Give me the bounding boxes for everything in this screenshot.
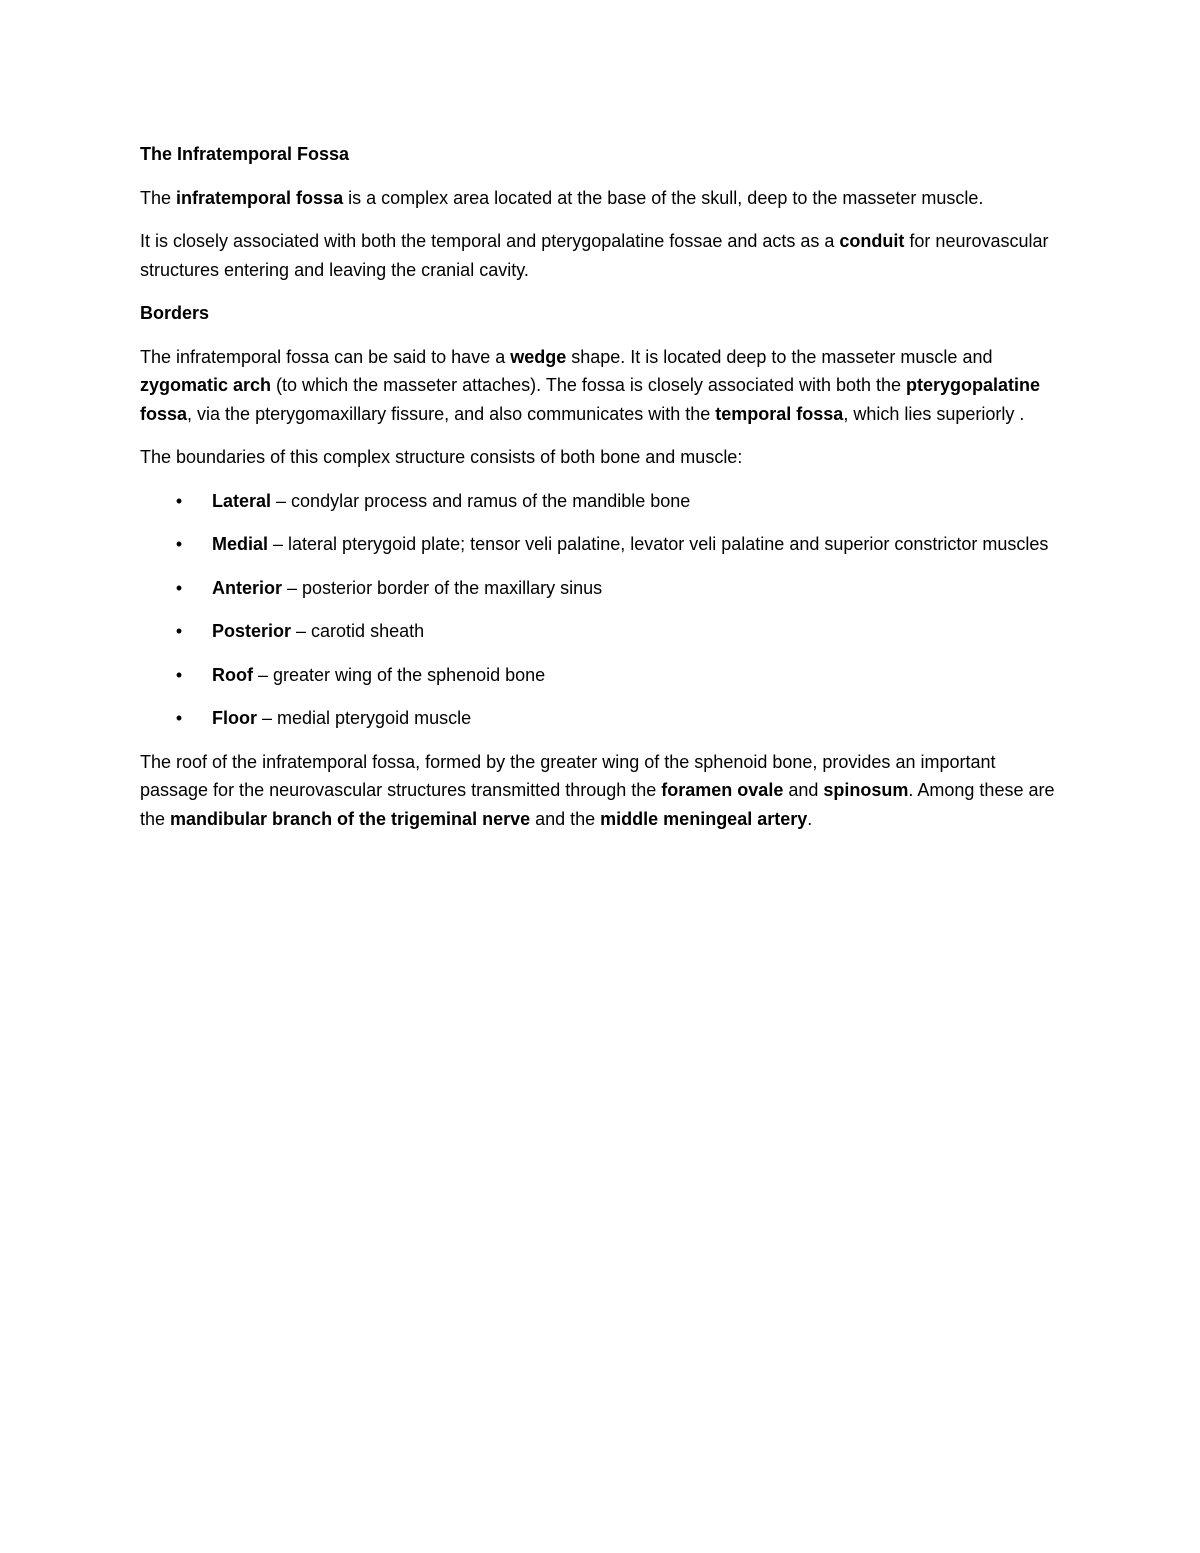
boundary-text: – lateral pterygoid plate; tensor veli palatine, levator veli palatine and superior constrictor muscles: [268, 534, 1049, 554]
text-run: It is closely associated with both the temporal and pterygopalatine fossae and acts as a: [140, 231, 840, 251]
text-run: The infratemporal fossa can be said to have a: [140, 346, 511, 367]
list-item: [140, 661, 1060, 690]
boundary-label: Floor: [212, 708, 257, 728]
roof-paragraph: [140, 748, 1060, 834]
text-run: The roof of the infratemporal fossa, formed by the greater wing of the sphenoid bone, provides an important passage for the neurovascular structures transmitted through the: [140, 751, 996, 800]
bold-term: wedge: [510, 346, 567, 367]
document-page: [140, 140, 1060, 848]
document-title: The Infratemporal Fossa: [140, 144, 350, 164]
bold-term: mandibular branch of the trigeminal nerve: [170, 808, 531, 829]
text-run: (to which the masseter attaches). The fossa is closely associated with both the: [271, 375, 907, 395]
bold-term: pterygopalatine fossa: [140, 375, 1041, 424]
text-run: The: [140, 187, 177, 208]
bold-term: foramen ovale: [661, 780, 784, 800]
boundary-label: Roof: [212, 664, 253, 685]
bold-term: spinosum: [823, 780, 909, 800]
boundaries-intro: The boundaries of this complex structure consists of both bone and muscle:: [140, 447, 743, 467]
list-item: [140, 530, 1060, 559]
boundaries-list: [140, 487, 1060, 733]
list-item: [140, 617, 1060, 646]
bold-term: temporal fossa: [715, 403, 844, 424]
text-run: for neurovascular structures entering and leaving the cranial cavity.: [140, 231, 1049, 280]
text-run: and: [783, 780, 824, 800]
bold-term: conduit: [839, 231, 905, 251]
boundary-label: Medial: [212, 534, 269, 554]
text-run: , which lies superiorly .: [843, 403, 1025, 424]
boundary-label: Anterior: [212, 577, 283, 598]
bullet-icon: •: [175, 621, 183, 641]
text-run: .: [807, 808, 813, 829]
boundary-text: – medial pterygoid muscle: [257, 708, 472, 728]
bullet-icon: •: [175, 708, 183, 728]
bullet-icon: •: [175, 577, 183, 598]
list-item: [140, 487, 1060, 516]
boundary-text: – carotid sheath: [291, 621, 425, 641]
bullet-icon: •: [175, 490, 183, 511]
text-run: shape. It is located deep to the masseter muscle and: [566, 346, 993, 367]
borders-heading: Borders: [140, 303, 210, 323]
intro-paragraph-2: [140, 227, 1060, 284]
boundary-text: – condylar process and ramus of the mandible bone: [271, 490, 691, 511]
text-run: is a complex area located at the base of the skull, deep to the masseter muscle.: [343, 187, 984, 208]
intro-paragraph-1: [140, 184, 1060, 213]
boundary-text: – posterior border of the maxillary sinus: [282, 577, 603, 598]
text-run: and the: [530, 808, 601, 829]
boundary-label: Lateral: [212, 490, 272, 511]
text-run: , via the pterygomaxillary fissure, and also communicates with the: [187, 403, 716, 424]
bullet-icon: •: [175, 534, 183, 554]
boundary-label: Posterior: [212, 621, 292, 641]
bullet-icon: •: [175, 664, 183, 685]
boundary-text: – greater wing of the sphenoid bone: [252, 664, 546, 685]
bold-term: middle meningeal artery: [600, 808, 808, 829]
borders-paragraph: [140, 343, 1060, 429]
bold-term: infratemporal fossa: [176, 187, 344, 208]
list-item: [140, 574, 1060, 603]
bold-term: zygomatic arch: [140, 375, 272, 395]
list-item: [140, 704, 1060, 733]
text-run: . Among these are the: [140, 780, 1055, 829]
